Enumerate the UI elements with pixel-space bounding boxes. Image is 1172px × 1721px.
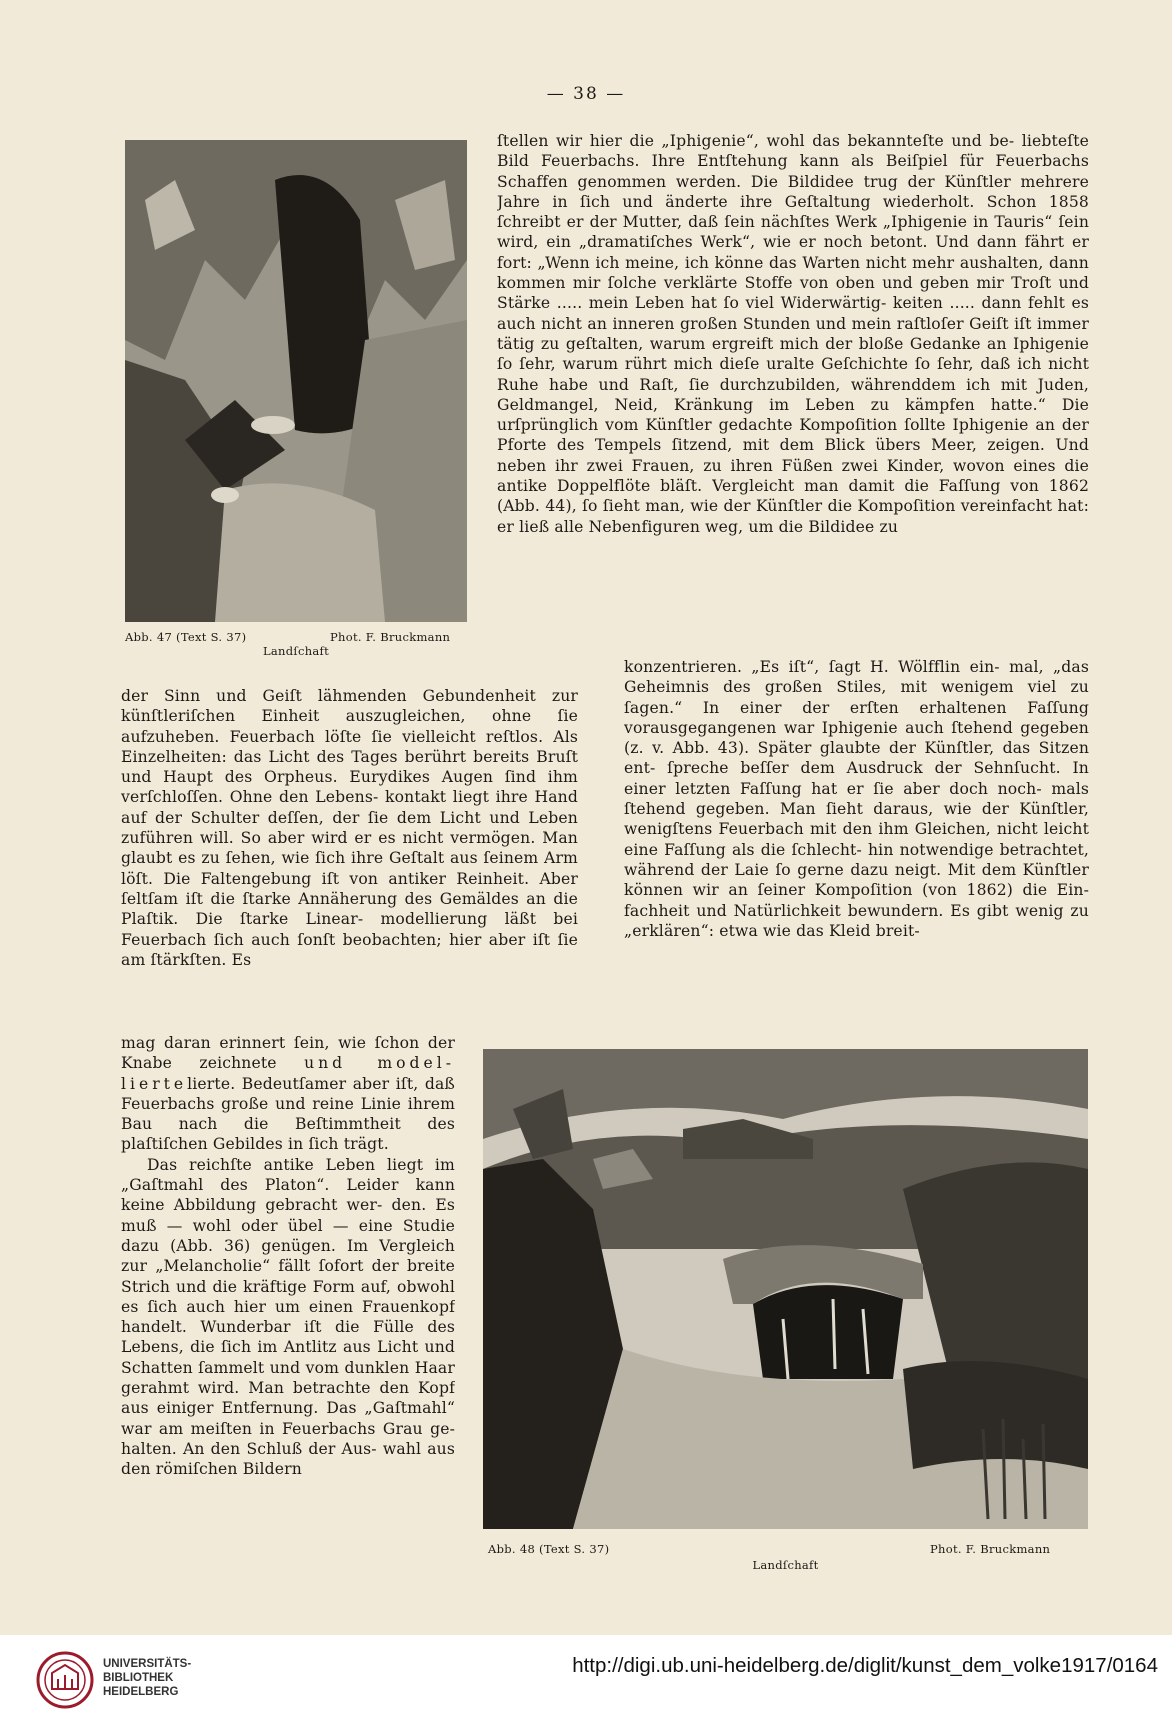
text-column-right-top — [497, 131, 1089, 656]
paragraph: Das reichſte antike Leben liegt im „Gaſtmahl des Platon“. Leider kann keine Abbildung gebracht wer- den. Es muß — wohl oder übel — eine Studie dazu (Abb. 36) genügen. Im Vergleich zur „Melancholie“ fällt ſofort der breite Strich und die kräftige Form auf, obwohl es ſich auch hier um einen Frauenkopf handelt. Wunderbar iſt die Fülle des Lebens, die ſich im Antlitz aus Licht und Schatten ſammelt und vom dunklen Haar gerahmt wird. Man betrachte den Kopf aus einiger Entfernung. Das „Gaſtmahl“ war am meiſten in Feuerbachs Grau ge- halten. An den Schluß der Aus- wahl aus den römiſchen Bildern — [121, 1155, 455, 1479]
paragraph: der Sinn und Geiſt lähmenden Gebundenheit zur künſtleriſchen Einheit auszugleichen, ohne ſie aufzuheben. Feuerbach löſte ſie vielleicht reſtlos. Als Einzelheiten: das Licht des Tages berührt bereits Bruſt und Haupt des Orpheus. Eurydikes Augen ſind ihm verſchloſſen. Ohne den Lebens- kontakt liegt ihre Hand auf der Schulter deſſen, der ſie dem Licht und Leben zuführen will. So aber wird er es nicht vermögen. Man glaubt es zu ſehen, wie ſich ihre Geſtalt aus ſeinem Arm löſt. Die Faltengebung iſt von antiker Reinheit. Aber ſeltſam iſt die ſtarke Annäherung des Gemäldes an die Plaſtik. Die ſtarke Linear- modellierung läßt bei Feuerbach ſich auch ſonſt beobachten; hier aber iſt ſie am ſtärkſten. Es — [121, 687, 578, 969]
text-column-left-middle — [121, 686, 578, 1031]
source-url[interactable]: http://digi.ub.uni-heidelberg.de/diglit/kunst_dem_volke1917/0164 — [572, 1654, 1158, 1677]
text-column-left-bottom — [121, 1033, 455, 1583]
spaced-emphasis: lierte — [121, 1074, 188, 1093]
text-column-right-middle — [624, 657, 1089, 1022]
spaced-emphasis: und model- — [304, 1054, 455, 1073]
figure-47-caption-photo: Phot. F. Bruckmann — [330, 630, 451, 644]
figure-48-landscape-bridge — [483, 1049, 1088, 1529]
page-number: — 38 — — [546, 84, 626, 104]
library-footer — [0, 1635, 1172, 1721]
figure-47-image — [125, 140, 467, 622]
figure-48-caption-photo: Phot. F. Bruckmann — [930, 1542, 1051, 1556]
figure-48-title: Landſchaft — [752, 1558, 819, 1572]
library-name: UNIVERSITÄTS- BIBLIOTHEK HEIDELBERG — [103, 1658, 192, 1698]
paragraph: konzentrieren. „Es iſt“, ſagt H. Wölfflin ein- mal, „das Geheimnis des großen Stiles, mit wenigem viel zu ſagen.“ In einer der erſten erhaltenen Faſſung vorausgegangenen war Iphigenie auch ſtehend gegeben (z. v. Abb. 43). Später glaubte der Künſtler, das Sitzen ent- ſpreche beſſer dem Ausdruck der Sehnſucht. In einer letzten Faſſung hat er ſie aber doch noch- mals ſtehend gegeben. Man ſieht daraus, wie der Künſtler, wenigſtens Feuerbach mit den ihm Gleichen, nicht leicht eine Faſſung als die ſchlecht- hin notwendige betrachtet, während der Laie ſo gerne dazu neigt. Mit dem Künſtler können wir an ſeiner Kompoſition (von 1862) die Ein- fachheit und Natürlichkeit bewundern. Es gibt wenig zu „erklären“: etwa wie das Kleid breit- — [624, 658, 1089, 940]
figure-47-caption-ref: Abb. 47 (Text S. 37) — [125, 630, 247, 644]
figure-47-title: Landſchaft — [262, 644, 330, 658]
figure-47-landscape-cave — [125, 140, 467, 622]
paragraph: ſtellen wir hier die „Iphigenie“, wohl das bekannteſte und be- liebteſte Bild Feuerbachs. Ihre Entſtehung kann als Beiſpiel für Feuerbachs Schaffen genommen werden. Die Bildidee trug der Künſtler mehrere Jahre in ſich und änderte ihre Geſtaltung wiederholt. Schon 1858 ſchreibt er der Mutter, daß ſein nächſtes Werk „Iphigenie in Tauris“ ſein wird, ein „dramatiſches Werk“, wie er noch betont. Und dann fährt er fort: „Wenn ich meine, ich könne das Warten nicht mehr aushalten, dann kommen mir ſolche verklärte Stoffe von oben und geben mir Troſt und Stärke ..... mein Leben hat ſo viel Widerwärtig- keiten ..... dann fehlt es auch nicht an inneren großen Stunden und mein raſtloſer Geiſt iſt immer tätig zu geſtalten, warum ergreift mich der bloße Gedanke an Iphigenie ſo ſehr, warum rührt mich dieſe uralte Geſchichte ſo ſehr, daß ich nicht Ruhe habe und Raſt, ſie durchzubilden, währenddem ich mit Juden, Geldmangel, Neid, Kränkung im Leben zu kämpfen hatte.“ Die urſprünglich vom Künſtler gedachte Kompoſition ſollte Iphigenie an der Pforte des Tempels ſitzend, mit dem Blick übers Meer, zeigen. Und neben ihr zwei Frauen, zu ihren Füßen zwei Kinder, wovon eines die antike Doppelflöte bläſt. Vergleicht man damit die Faſſung von 1862 (Abb. 44), ſo ſieht man, wie der Künſtler die Kompoſition vereinfacht hat: er ließ alle Nebenfiguren weg, um die Bildidee zu — [497, 132, 1089, 536]
figure-48-image — [483, 1049, 1088, 1529]
paragraph: mag daran erinnert ſein, wie ſchon der Knabe zeichnete und model-liertelierte. Bedeutſamer aber iſt, daß Feuerbachs große und reine Linie ihrem Bau nach die Beſtimmtheit des plaſtiſchen Gebildes in ſich trägt. — [121, 1034, 455, 1154]
university-seal-icon — [36, 1651, 94, 1709]
figure-48-caption-ref: Abb. 48 (Text S. 37) — [488, 1542, 610, 1556]
